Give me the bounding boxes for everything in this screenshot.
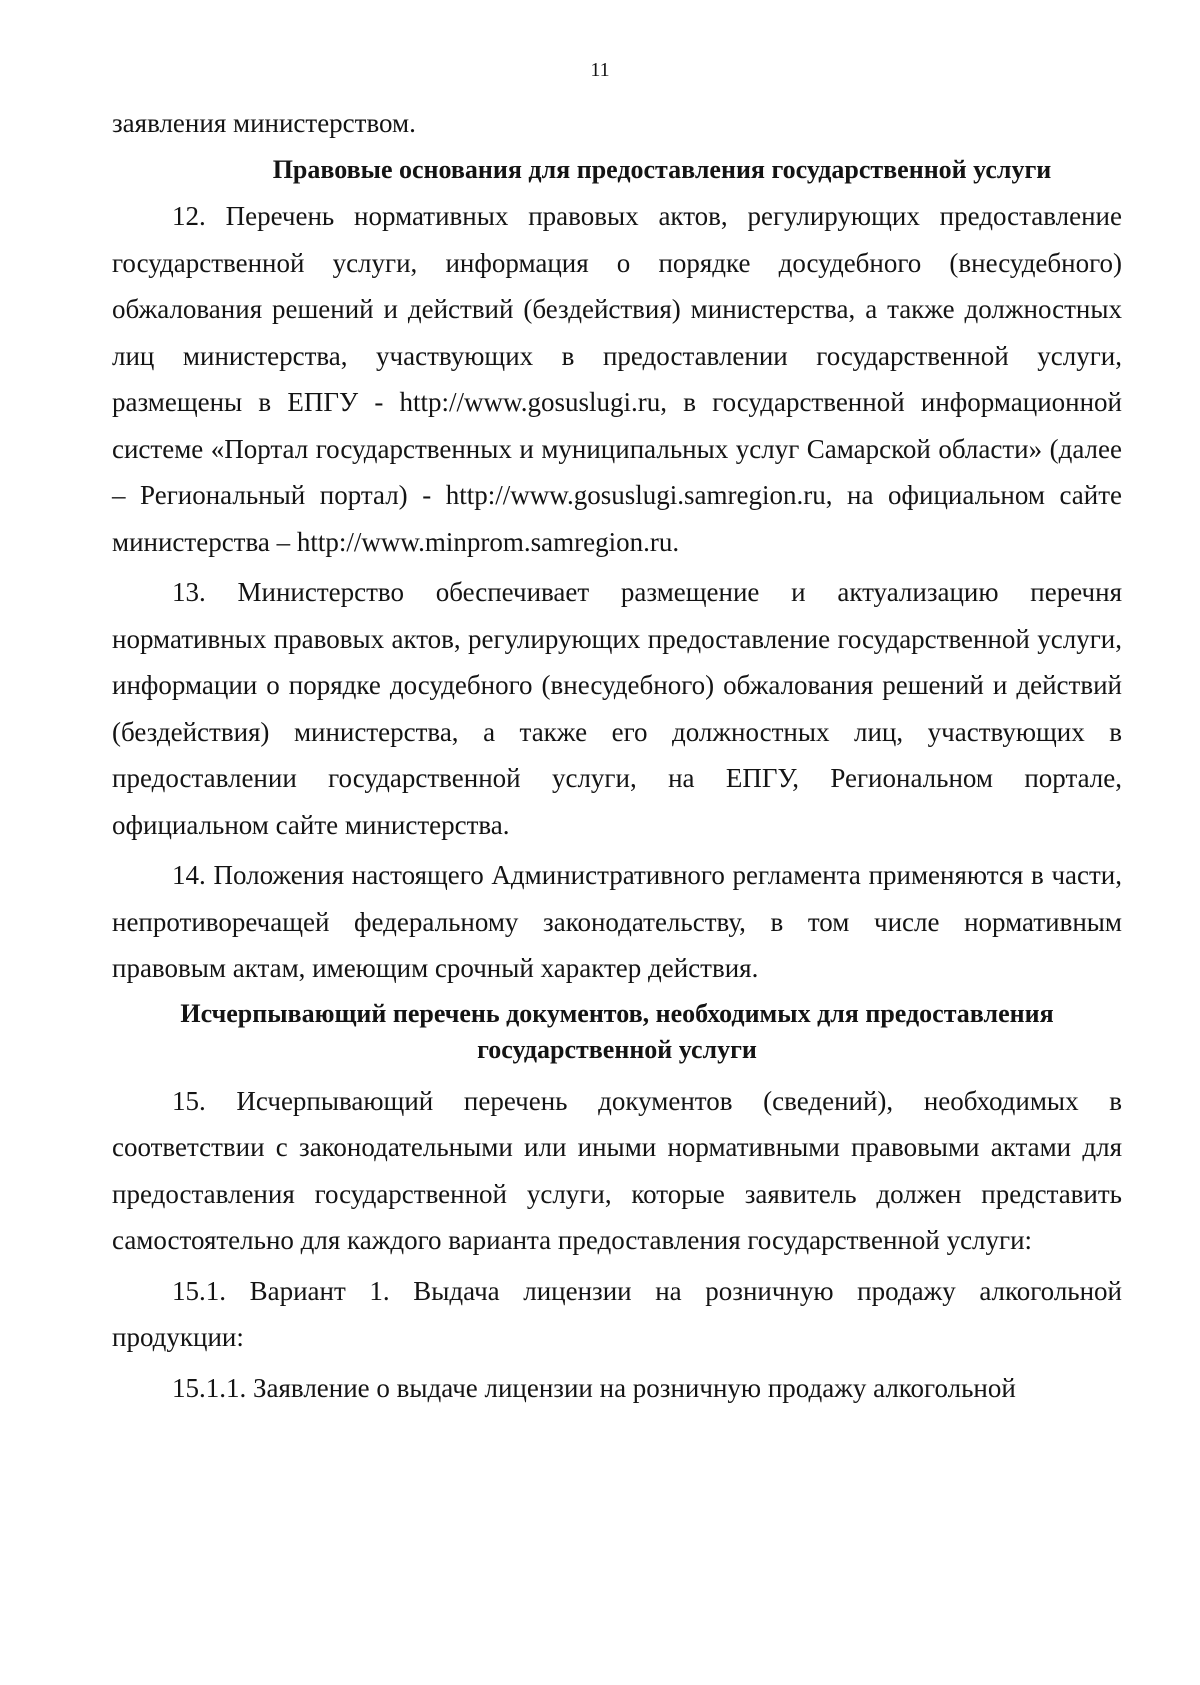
paragraph-continuation: заявления министерством. (112, 108, 416, 138)
paragraph-15: 15. Исчерпывающий перечень документов (сведений), необходимых в соответствии с законодательными или иными нормативными правовыми актами для предоставления государственной услуги, которые заявитель должен представить самостоятельно для каждого варианта предоставления государственной услуги: (112, 1085, 1122, 1255)
paragraph-13: 13. Министерство обеспечивает размещение и актуализацию перечня нормативных правовых актов, регулирующих предоставление государственной услуги, информации о порядке досудебного (внесудебного) обжалования решений и действий (бездействия) министерства, а также его должностных лиц, участвующих в предоставлении государственной услуги, на ЕПГУ, Региональном портале, официальном сайте министерства. (112, 577, 1122, 840)
paragraph-15-1-1: 15.1.1. Заявление о выдаче лицензии на розничную продажу алкогольной (172, 1372, 1016, 1403)
page-number: 11 (590, 59, 610, 81)
section-heading-legal-basis: Правовые основания для предоставления государственной услуги (272, 154, 1052, 184)
document-body (112, 100, 1122, 1411)
paragraph-14: 14. Положения настоящего Административного регламента применяются в части, непротиворечащей федеральному законодательству, в том числе нормативным правовым актам, имеющим срочный характер действия. (112, 860, 1122, 983)
section-heading-documents-list: Исчерпывающий перечень документов, необходимых для предоставления государственной услуги (180, 998, 1054, 1064)
paragraph-15-1: 15.1. Вариант 1. Выдача лицензии на розничную продажу алкогольной продукции: (112, 1275, 1122, 1352)
paragraph-12: 12. Перечень нормативных правовых актов, регулирующих предоставление государственной услуги, информация о порядке досудебного (внесудебного) обжалования решений и действий (бездействия) министерства, а также должностных лиц министерства, участвующих в предоставлении государственной услуги, размещены в ЕПГУ - http://www.gosuslugi.ru, в государственной информационной системе «Портал государственных и муниципальных услуг Самарской области» (далее – Региональный портал) - http://www.gosuslugi.samregion.ru, на официальном сайте министерства – http://www.minprom.samregion.ru. (112, 201, 1122, 557)
